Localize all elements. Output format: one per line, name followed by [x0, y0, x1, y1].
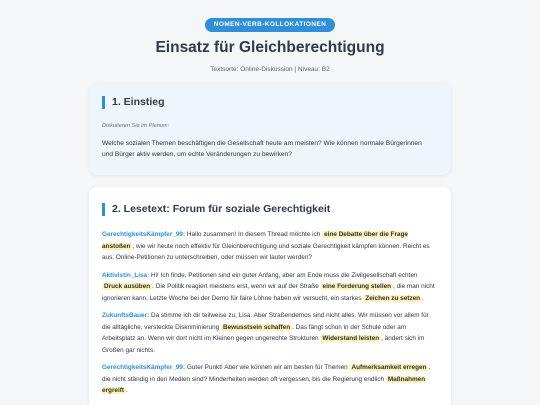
post-text: , die nicht ständig in den Medien sind? Minderheiten werden oft vergessen, bis die Regierung endlich: [102, 364, 431, 383]
post-text: , ändert sich im Großen gar nichts.: [102, 335, 425, 354]
post-text: Hi! Ich finde, Petitionen sind ein guter Anfang, aber am Ende muss die Zivilgesellschaft echten: [149, 271, 418, 279]
post-text: Hallo zusammen! In diesem Thread möchte ich: [185, 231, 323, 238]
post-text: Da stimme ich dir teilweise zu, Lisa. Aber Straßendemos sind nicht alles. Wir müssen vor allem für die alltägliche, versteckte Diskriminierung: [102, 312, 429, 331]
collocation-highlight: Zeichen zu setzen: [365, 294, 421, 302]
einstieg-card: [89, 83, 451, 175]
post-text: Guter Punkt! Aber wie können wir am besten für Themen: [185, 364, 350, 371]
post-text: , die man nicht ignorieren kann. Letzte Woche bei der Demo für faire Löhne haben wir versucht, ein starkes: [102, 283, 435, 302]
collocation-highlight: Widerstand leisten: [322, 335, 380, 342]
page-subtitle: Textsorte: Online-Diskussion | Niveau: B2: [210, 66, 330, 73]
collocation-highlight: Bewusstsein schaffen: [223, 323, 291, 331]
einstieg-instruction: Diskutieren Sie im Plenum:: [102, 123, 170, 129]
forum-post: [102, 310, 439, 356]
collocation-highlight: Druck ausüben: [104, 283, 151, 290]
collocation-highlight: eine Debatte über die Frage anstoßen: [102, 231, 408, 250]
page-title: Einsatz für Gleichberechtigung: [155, 39, 385, 56]
post-username: GerechtigkeitsKämpfer_99:: [102, 364, 186, 371]
post-username: ZukunftsBauer:: [102, 312, 150, 319]
post-text: .: [422, 294, 424, 302]
einstieg-question: Welche sozialen Themen beschäftigen die Gesellschaft heute am meisten? Wie können normale Bürgerinnen und Bürger aktiv werden, um echte Veränderungen zu bewirken?: [102, 140, 422, 158]
forum-posts: [102, 229, 439, 403]
lesetext-card: [89, 187, 451, 405]
lesetext-title: 2. Lesetext: Forum für soziale Gerechtigkeit: [102, 203, 330, 216]
post-username: Aktivistin_Lisa:: [102, 271, 150, 279]
forum-post: [102, 229, 439, 264]
forum-post: [102, 362, 439, 397]
post-text: . Die Politik reagiert meistens erst, wenn wir auf der Straße: [152, 283, 321, 290]
topic-badge: NOMEN-VERB-KOLLOKATIONEN: [205, 18, 335, 32]
post-text: , wie wir heute noch effektiv für Gleichberechtigung und soziale Gerechtigkeit kämpfen können. Reicht es aus, Online-Petitionen zu unterschreiben, oder müssen wir lauter werden?: [102, 242, 430, 261]
collocation-highlight: Maßnahmen ergreift: [102, 375, 426, 394]
page-header: [0, 0, 540, 74]
collocation-highlight: eine Forderung stellen: [322, 283, 392, 290]
einstieg-title: 1. Einstieg: [102, 96, 165, 109]
post-text: . Das fängt schon in der Schule oder am Arbeitsplatz an. Wenn wir dort nicht im Kleinen gegen ungerechte Strukturen: [102, 323, 407, 342]
post-text: .: [126, 387, 128, 394]
collocation-highlight: Aufmerksamkeit erregen: [351, 364, 427, 371]
post-username: GerechtigkeitsKämpfer_99:: [102, 231, 186, 238]
forum-post: [102, 270, 439, 305]
